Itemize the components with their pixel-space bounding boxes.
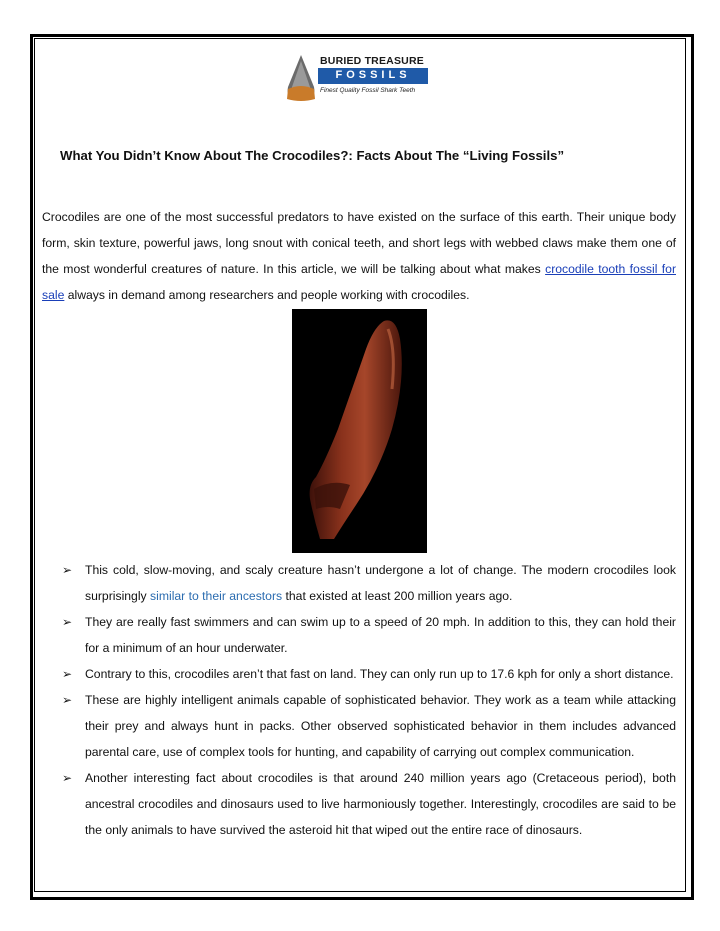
list-item bbox=[62, 687, 676, 765]
article-title: What You Didn’t Know About The Crocodiles?: Facts About The “Living Fossils” bbox=[60, 148, 565, 163]
bullet-arrow-icon: ➢ bbox=[62, 667, 73, 681]
shark-tooth-logo-icon bbox=[284, 53, 318, 103]
bullet-text: Another interesting fact about crocodiles is that around 240 million years ago (Cretaceous period), both ancestral crocodiles and dinosaurs used to live harmoniously together. Interestingly, crocodiles are said to be the only animals to have survived the asteroid hit that wiped out the entire race of dinosaurs. bbox=[85, 771, 676, 837]
tooth-image bbox=[292, 309, 427, 553]
bullet-text: These are highly intelligent animals capable of sophisticated behavior. They work as a team while attacking their prey and always hunt in packs. Other observed sophisticated behavior in them includes advanced parental care, use of complex tools for hunting, and capability of carrying out complex communication. bbox=[85, 693, 676, 759]
facts-list bbox=[62, 557, 676, 843]
bullet-arrow-icon: ➢ bbox=[62, 563, 73, 577]
list-item bbox=[62, 765, 676, 843]
bullet-arrow-icon: ➢ bbox=[62, 771, 73, 785]
intro-paragraph bbox=[42, 204, 676, 308]
bullet-arrow-icon: ➢ bbox=[62, 615, 73, 629]
intro-text-after: always in demand among researchers and people working with crocodiles. bbox=[64, 288, 470, 302]
bullet-text: that existed at least 200 million years ago. bbox=[282, 589, 513, 603]
crocodile-tooth-link[interactable]: crocodile tooth fossil for sale bbox=[42, 262, 676, 302]
list-item bbox=[62, 557, 676, 609]
list-item bbox=[62, 661, 676, 687]
bullet-text: They are really fast swimmers and can swim up to a speed of 20 mph. In addition to this, they can hold their for a minimum of an hour underwater. bbox=[85, 615, 676, 655]
ancestors-link[interactable]: similar to their ancestors bbox=[150, 589, 283, 603]
bullet-text: This cold, slow-moving, and scaly creature hasn’t undergone a lot of change. The modern crocodiles look surprisingly bbox=[85, 563, 676, 603]
logo-tagline: Finest Quality Fossil Shark Teeth bbox=[320, 87, 416, 94]
list-item bbox=[62, 609, 676, 661]
crocodile-tooth-photo bbox=[292, 309, 427, 553]
intro-text-before: Crocodiles are one of the most successful predators to have existed on the surface of this earth. Their unique body form, skin texture, powerful jaws, long snout with conical teeth, and short legs with webbed claws make them one of the most wonderful creatures of nature. In this article, we will be talking about what makes bbox=[42, 210, 676, 276]
logo-line1: BURIED TREASURE bbox=[320, 55, 424, 67]
bullet-text: Contrary to this, crocodiles aren’t that fast on land. They can only run up to 17.6 kph for only a short distance. bbox=[85, 667, 674, 681]
bullet-arrow-icon: ➢ bbox=[62, 693, 73, 707]
brand-logo[interactable] bbox=[284, 53, 430, 103]
logo-line2: FOSSILS bbox=[335, 69, 411, 81]
